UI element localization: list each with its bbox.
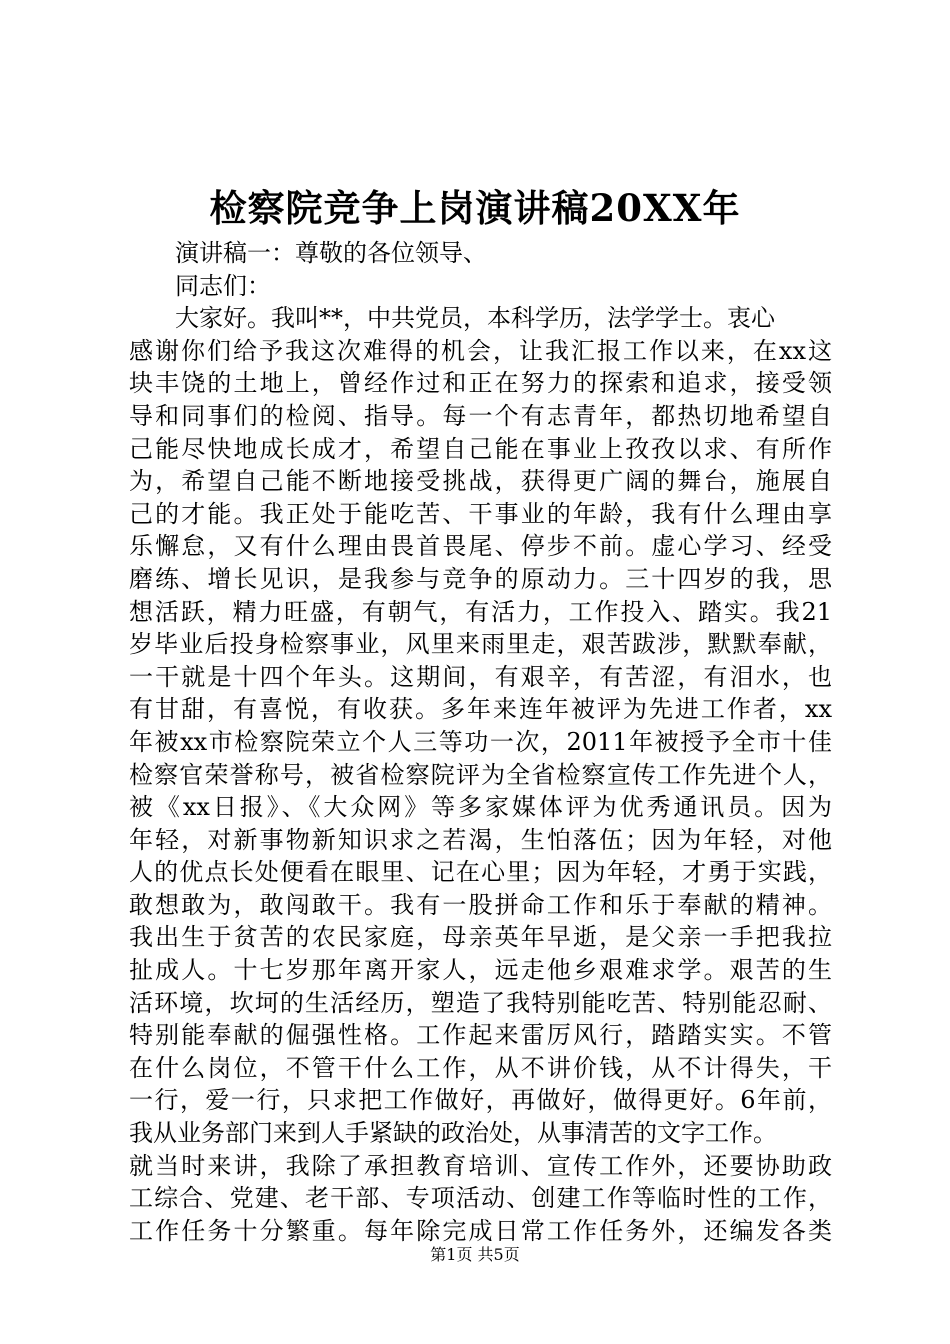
body-line: 为，希望自己能不断地接受挑战，获得更广阔的舞台，施展自	[129, 467, 832, 496]
body-line: 年轻，对新事物新知识求之若渴，生怕落伍；因为年轻，对他	[129, 825, 832, 854]
body-line: 年被xx市检察院荣立个人三等功一次，2011年被授予全市十佳	[129, 727, 832, 756]
body-line: 己的才能。我正处于能吃苦、干事业的年龄，我有什么理由享	[129, 499, 832, 528]
body-line: 我出生于贫苦的农民家庭，母亲英年早逝，是父亲一手把我拉	[129, 923, 832, 952]
page-footer: 第1页 共5页	[430, 1245, 520, 1264]
body-line: 敢想敢为，敢闯敢干。我有一股拼命工作和乐于奉献的精神。	[129, 890, 832, 919]
body-line: 被《xx日报》、《大众网》等多家媒体评为优秀通讯员。因为	[129, 793, 832, 822]
body-line: 一干就是十四个年头。这期间，有艰辛，有苦涩，有泪水，也	[129, 662, 832, 691]
body-line: 大家好。我叫**，中共党员，本科学历，法学学士。衷心	[175, 304, 775, 333]
body-line: 活环境，坎坷的生活经历，塑造了我特别能吃苦、特别能忍耐、	[129, 988, 832, 1017]
body-line: 感谢你们给予我这次难得的机会，让我汇报工作以来，在xx这	[129, 336, 832, 365]
document-body	[129, 237, 832, 1247]
body-line: 就当时来讲，我除了承担教育培训、宣传工作外，还要协助政	[129, 1151, 832, 1180]
body-line: 乐懈怠，又有什么理由畏首畏尾、停步不前。虚心学习、经受	[129, 532, 832, 561]
body-line: 一行，爱一行，只求把工作做好，再做好，做得更好。6年前，	[129, 1086, 832, 1115]
body-line: 工综合、党建、老干部、专项活动、创建工作等临时性的工作，	[129, 1184, 832, 1213]
body-line: 磨练、增长见识，是我参与竞争的原动力。三十四岁的我，思	[129, 564, 832, 593]
body-line: 工作任务十分繁重。每年除完成日常工作任务外，还编发各类	[129, 1216, 832, 1245]
body-line: 有甘甜，有喜悦，有收获。多年来连年被评为先进工作者，xx	[129, 695, 832, 724]
body-line: 人的优点长处便看在眼里、记在心里；因为年轻，才勇于实践，	[129, 858, 832, 887]
body-line: 导和同事们的检阅、指导。每一个有志青年，都热切地希望自	[129, 401, 832, 430]
body-line: 岁毕业后投身检察事业，风里来雨里走，艰苦跋涉，默默奉献，	[129, 630, 832, 659]
body-line: 特别能奉献的倔强性格。工作起来雷厉风行，踏踏实实。不管	[129, 1021, 832, 1050]
document-title: 检察院竞争上岗演讲稿20XX年	[209, 186, 741, 230]
body-line: 检察官荣誉称号，被省检察院评为全省检察宣传工作先进个人，	[129, 760, 832, 789]
body-line: 演讲稿一：尊敬的各位领导、	[175, 239, 487, 267]
body-line: 块丰饶的土地上，曾经作过和正在努力的探索和追求，接受领	[129, 369, 832, 398]
body-line: 我从业务部门来到人手紧缺的政治处，从事清苦的文字工作。	[129, 1119, 777, 1148]
body-line: 扯成人。十七岁那年离开家人，远走他乡艰难求学。艰苦的生	[129, 956, 832, 985]
body-line: 己能尽快地成长成才，希望自己能在事业上孜孜以求、有所作	[129, 434, 832, 463]
body-line: 同志们：	[175, 271, 271, 300]
body-line: 在什么岗位，不管干什么工作，从不讲价钱，从不计得失，干	[129, 1053, 832, 1082]
body-line: 想活跃，精力旺盛，有朝气，有活力，工作投入、踏实。我21	[129, 597, 832, 626]
